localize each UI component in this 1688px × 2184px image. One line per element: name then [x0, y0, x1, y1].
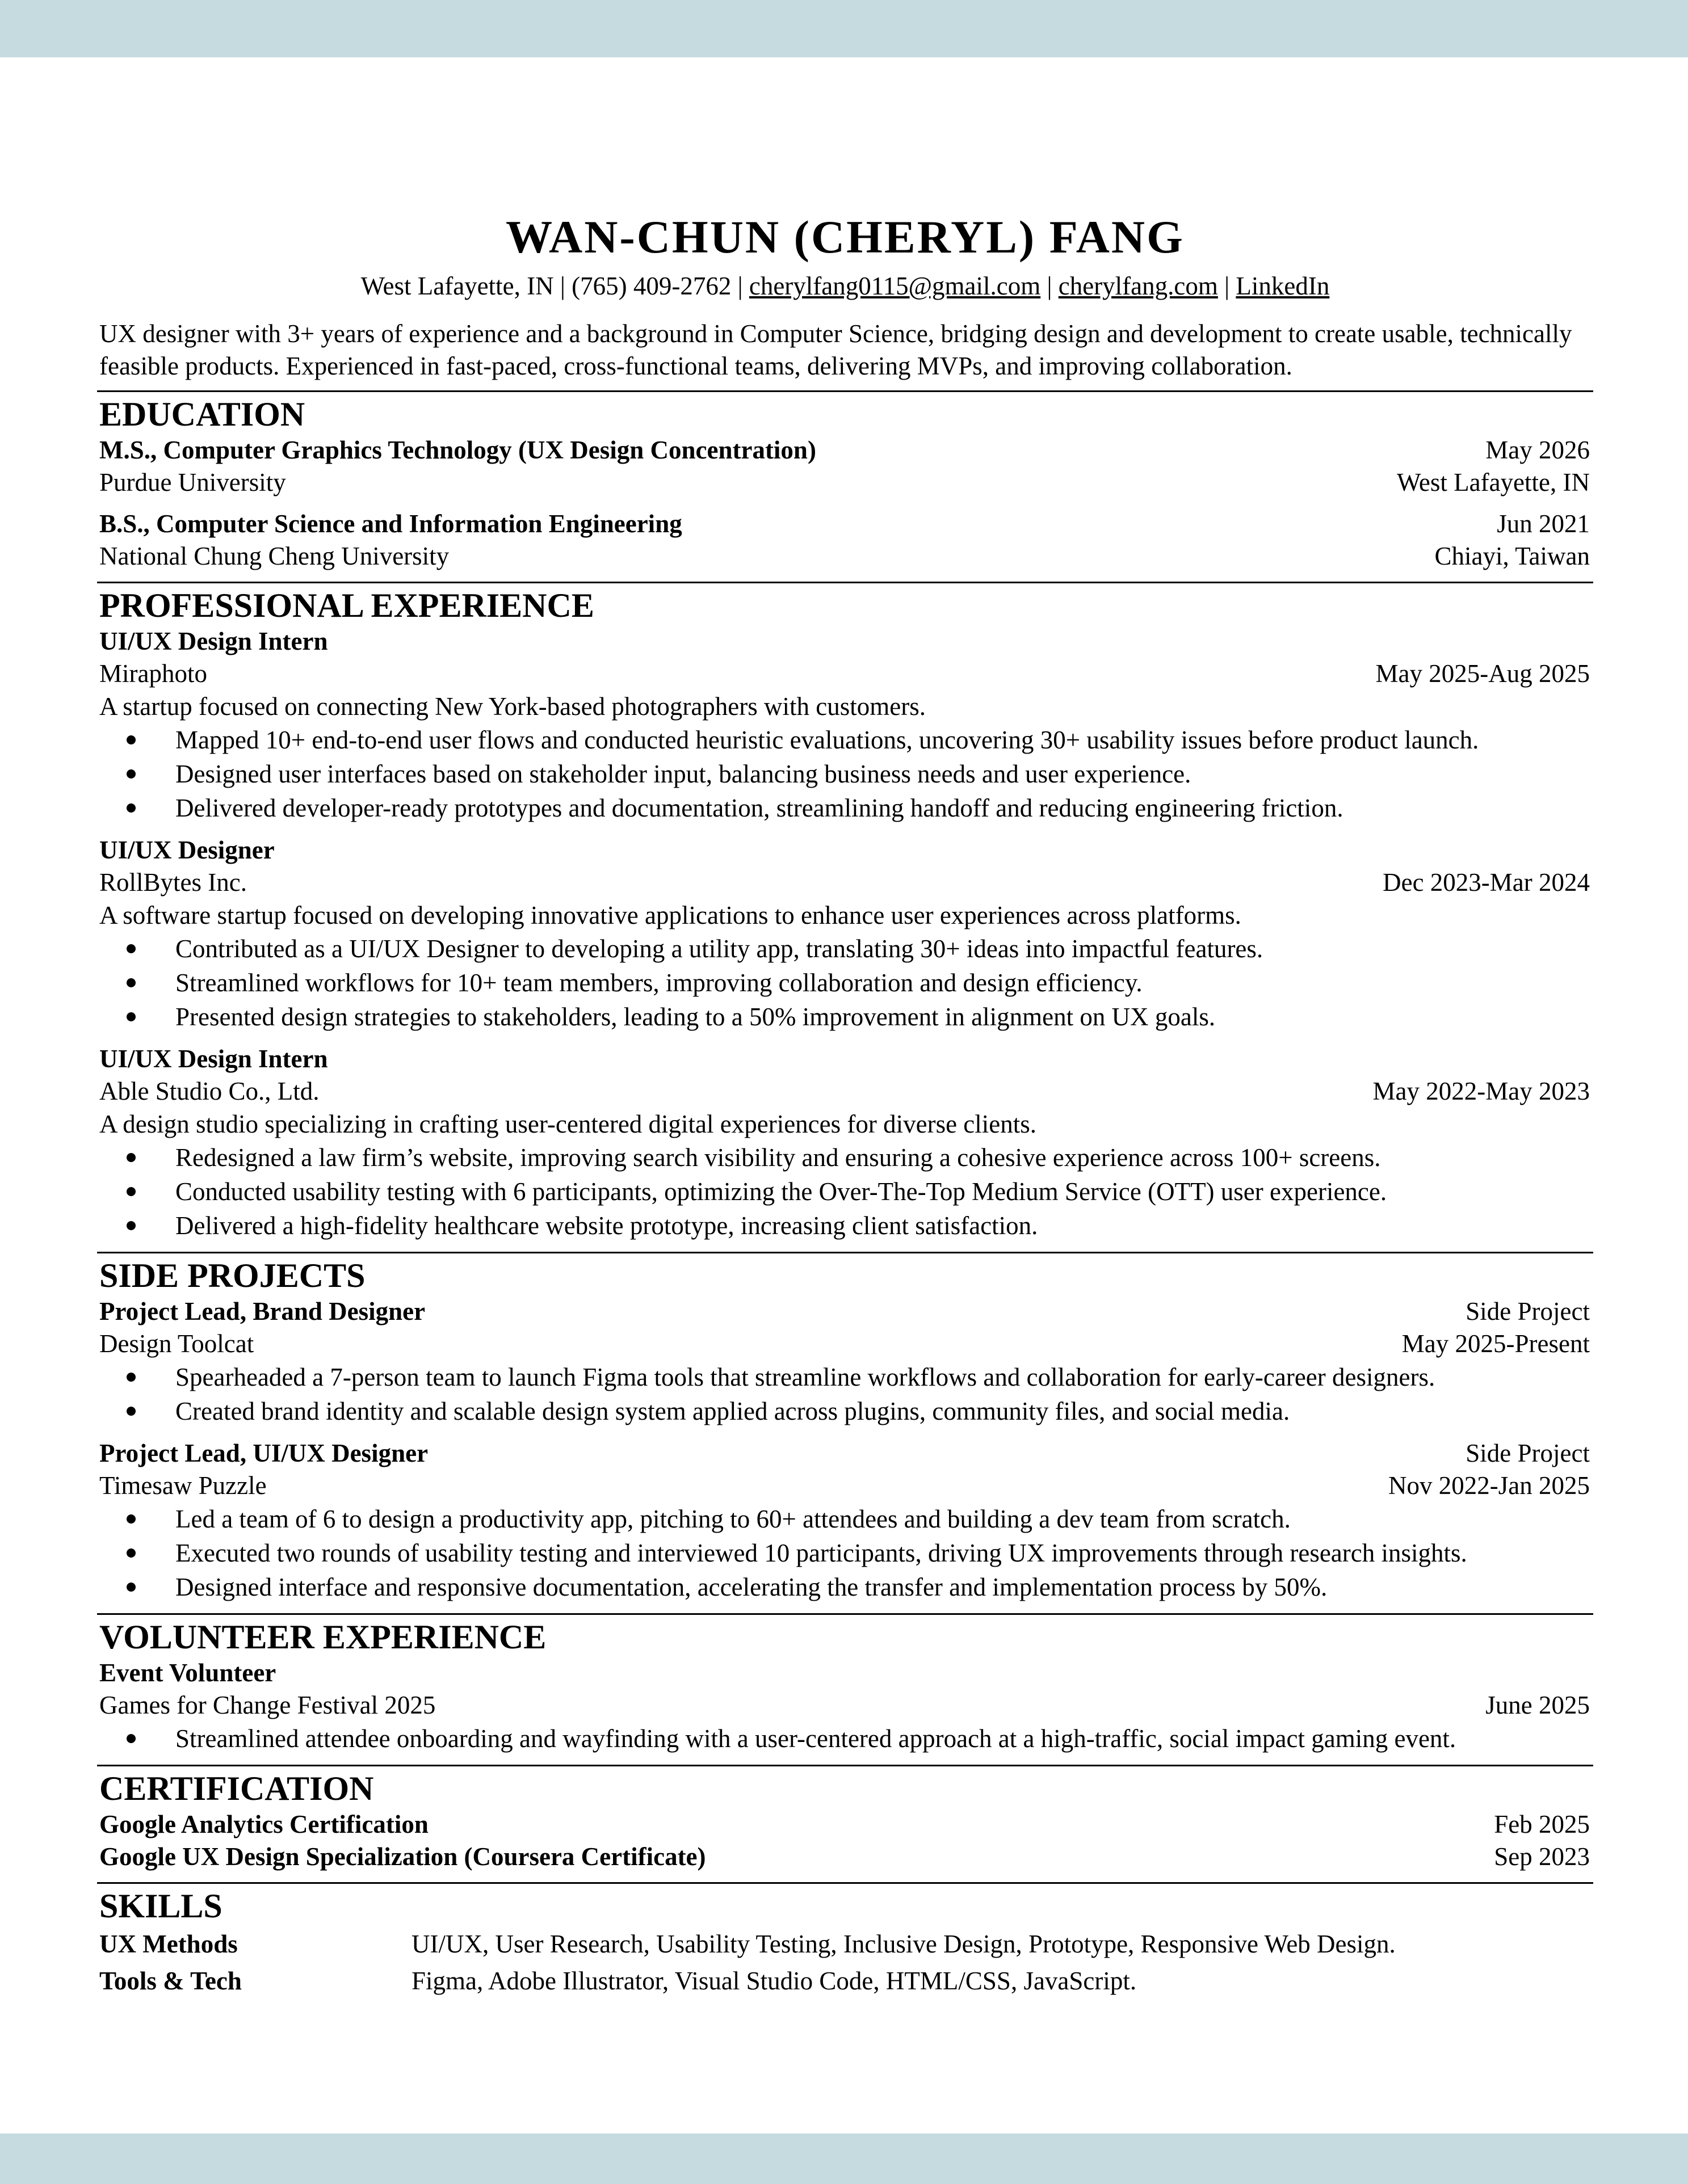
bullet-dot-icon: [127, 769, 136, 779]
bullet-item: [97, 932, 1593, 966]
section-title: PROFESSIONAL EXPERIENCE: [99, 587, 594, 624]
bullet-text: Designed interface and responsive documentation, accelerating the transfer and implementation process by 50%.: [175, 1573, 1328, 1601]
bullet-dot-icon: [127, 1583, 136, 1592]
education-entry: [97, 434, 1593, 499]
location: West Lafayette, IN: [1397, 468, 1590, 496]
date: Dec 2023-Mar 2024: [1383, 868, 1590, 897]
bullet-dot-icon: [127, 1187, 136, 1196]
certification-item: [97, 1808, 1593, 1841]
company-description: A startup focused on connecting New York-based photographers with customers.: [99, 692, 926, 721]
linkedin-link[interactable]: LinkedIn: [1236, 272, 1330, 300]
school: National Chung Cheng University: [99, 542, 450, 570]
project-role: Project Lead, Brand Designer: [99, 1297, 426, 1325]
bullet-item: [97, 1175, 1593, 1209]
projects-section: [97, 1252, 1593, 1604]
resume-page: [97, 193, 1593, 2000]
volunteer-entry: [97, 1657, 1593, 1756]
bullet-text: Created brand identity and scalable design system applied across plugins, community files, and social media.: [175, 1397, 1290, 1425]
education-section: [97, 390, 1593, 573]
bullet-text: Streamlined workflows for 10+ team members, improving collaboration and design efficiency.: [175, 969, 1143, 997]
degree: M.S., Computer Graphics Technology (UX Design Concentration): [99, 436, 816, 464]
bullet-item: [97, 966, 1593, 1000]
contact-separator: |: [737, 272, 743, 300]
bullet-item: [97, 1000, 1593, 1034]
experience-entry: [97, 1043, 1593, 1243]
date: May 2025-Aug 2025: [1375, 659, 1590, 688]
contact-separator: |: [560, 272, 565, 300]
email-link[interactable]: cherylfang0115@gmail.com: [749, 272, 1041, 300]
date: Jun 2021: [1497, 510, 1590, 538]
certification-name: Google Analytics Certification: [99, 1810, 429, 1838]
bullet-text: Delivered a high-fidelity healthcare website prototype, increasing client satisfaction.: [175, 1211, 1038, 1240]
summary-text: UX designer with 3+ years of experience and a background in Computer Science, bridging design and development to create usable, technically feasible products. Experienced in fast-paced, cross-functional teams, delivering MVPs, and improving collaboration.: [99, 319, 1572, 380]
school: Purdue University: [99, 468, 286, 496]
company-description: A software startup focused on developing innovative applications to enhance user experiences across platforms.: [99, 901, 1241, 929]
bottom-band: [0, 2133, 1688, 2184]
bullet-text: Designed user interfaces based on stakeholder input, balancing business needs and user experience.: [175, 760, 1191, 788]
experience-entry: [97, 625, 1593, 825]
bullet-dot-icon: [127, 978, 136, 987]
bullet-text: Conducted usability testing with 6 participants, optimizing the Over-The-Top Medium Service (OTT) user experience.: [175, 1177, 1387, 1206]
bullet-text: Delivered developer-ready prototypes and documentation, streamlining handoff and reducing engineering friction.: [175, 794, 1343, 822]
contact-location: West Lafayette, IN: [360, 272, 554, 300]
top-band: [0, 0, 1688, 57]
bullet-dot-icon: [127, 944, 136, 953]
bullet-text: Spearheaded a 7-person team to launch Figma tools that streamline workflows and collaboration for early-career designers.: [175, 1363, 1435, 1391]
contact-separator: |: [1224, 272, 1230, 300]
skill-label: UX Methods: [99, 1930, 238, 1958]
bullet-item: [97, 791, 1593, 825]
bullet-item: [97, 757, 1593, 791]
section-title: SIDE PROJECTS: [99, 1257, 366, 1294]
degree: B.S., Computer Science and Information Engineering: [99, 510, 682, 538]
bullet-text: Redesigned a law firm’s website, improving search visibility and ensuring a cohesive experience across 100+ screens.: [175, 1143, 1381, 1172]
project-role: Project Lead, UI/UX Designer: [99, 1439, 429, 1467]
project-name: Design Toolcat: [99, 1329, 254, 1358]
skill-value: UI/UX, User Research, Usability Testing, Inclusive Design, Prototype, Responsive Web Design.: [411, 1930, 1396, 1958]
bullet-item: [97, 1570, 1593, 1604]
bullet-item: [97, 1502, 1593, 1536]
contact-separator: |: [1047, 272, 1052, 300]
skill-row: [97, 1963, 1593, 2000]
company: Miraphoto: [99, 659, 207, 688]
bullet-item: [97, 1141, 1593, 1175]
project-name: Timesaw Puzzle: [99, 1471, 267, 1500]
certification-list: [97, 1808, 1593, 1873]
section-title: CERTIFICATION: [99, 1770, 374, 1807]
bullet-dot-icon: [127, 1373, 136, 1382]
certification-name: Google UX Design Specialization (Coursera Certificate): [99, 1842, 706, 1871]
bullet-dot-icon: [127, 1514, 136, 1524]
job-role: UI/UX Design Intern: [99, 627, 328, 655]
project-type: Side Project: [1466, 1439, 1590, 1467]
date: Sep 2023: [1494, 1842, 1590, 1871]
bullet-text: Executed two rounds of usability testing and interviewed 10 participants, driving UX improvements through research insights.: [175, 1539, 1467, 1567]
date: June 2025: [1485, 1691, 1590, 1719]
contact-line: [97, 268, 1593, 304]
experience-section: [97, 582, 1593, 1243]
skill-value: Figma, Adobe Illustrator, Visual Studio Code, HTML/CSS, JavaScript.: [411, 1967, 1137, 1995]
skill-label: Tools & Tech: [99, 1967, 242, 1995]
project-entry: [97, 1295, 1593, 1428]
bullet-dot-icon: [127, 1407, 136, 1416]
certification-section: [97, 1765, 1593, 1873]
website-link[interactable]: cherylfang.com: [1058, 272, 1218, 300]
bullet-dot-icon: [127, 803, 136, 813]
company: Able Studio Co., Ltd.: [99, 1077, 320, 1105]
project-type: Side Project: [1466, 1297, 1590, 1325]
date: Nov 2022-Jan 2025: [1388, 1471, 1590, 1500]
bullet-item: [97, 1360, 1593, 1394]
certification-item: [97, 1841, 1593, 1873]
skills-section: [97, 1882, 1593, 2000]
section-title: SKILLS: [99, 1887, 222, 1925]
job-role: UI/UX Designer: [99, 836, 275, 864]
bullet-dot-icon: [127, 1153, 136, 1162]
job-role: UI/UX Design Intern: [99, 1045, 328, 1073]
bullet-item: [97, 1536, 1593, 1570]
bullet-item: [97, 723, 1593, 757]
date: May 2025-Present: [1401, 1329, 1590, 1358]
bullet-dot-icon: [127, 735, 136, 744]
date: Feb 2025: [1494, 1810, 1590, 1838]
section-title: EDUCATION: [99, 395, 305, 433]
contact-phone: (765) 409-2762: [572, 272, 732, 300]
organization: Games for Change Festival 2025: [99, 1691, 436, 1719]
bullet-text: Presented design strategies to stakeholders, leading to a 50% improvement in alignment on UX goals.: [175, 1003, 1216, 1031]
experience-entry: [97, 834, 1593, 1034]
bullet-text: Mapped 10+ end-to-end user flows and conducted heuristic evaluations, uncovering 30+ usability issues before product launch.: [175, 726, 1479, 754]
bullet-dot-icon: [127, 1221, 136, 1230]
bullet-text: Led a team of 6 to design a productivity app, pitching to 60+ attendees and building a dev team from scratch.: [175, 1505, 1291, 1533]
project-entry: [97, 1437, 1593, 1604]
date: May 2026: [1485, 436, 1590, 464]
location: Chiayi, Taiwan: [1434, 542, 1590, 570]
section-title: VOLUNTEER EXPERIENCE: [99, 1618, 547, 1656]
skill-row: [97, 1926, 1593, 1963]
date: May 2022-May 2023: [1372, 1077, 1590, 1105]
bullet-dot-icon: [127, 1012, 136, 1021]
bullet-item: [97, 1394, 1593, 1428]
volunteer-section: [97, 1613, 1593, 1756]
education-entry: [97, 508, 1593, 573]
resume-name: WAN-CHUN (CHERYL) FANG: [506, 211, 1185, 263]
company-description: A design studio specializing in crafting user-centered digital experiences for diverse clients.: [99, 1110, 1037, 1138]
company: RollBytes Inc.: [99, 868, 247, 897]
bullet-dot-icon: [127, 1548, 136, 1558]
bullet-text: Contributed as a UI/UX Designer to developing a utility app, translating 30+ ideas into impactful features.: [175, 935, 1263, 963]
bullet-item: [97, 1209, 1593, 1243]
bullet-item: [97, 1722, 1593, 1756]
volunteer-role: Event Volunteer: [99, 1659, 276, 1687]
bullet-text: Streamlined attendee onboarding and wayfinding with a user-centered approach at a high-traffic, social impact gaming event.: [175, 1724, 1456, 1753]
bullet-dot-icon: [127, 1734, 136, 1743]
